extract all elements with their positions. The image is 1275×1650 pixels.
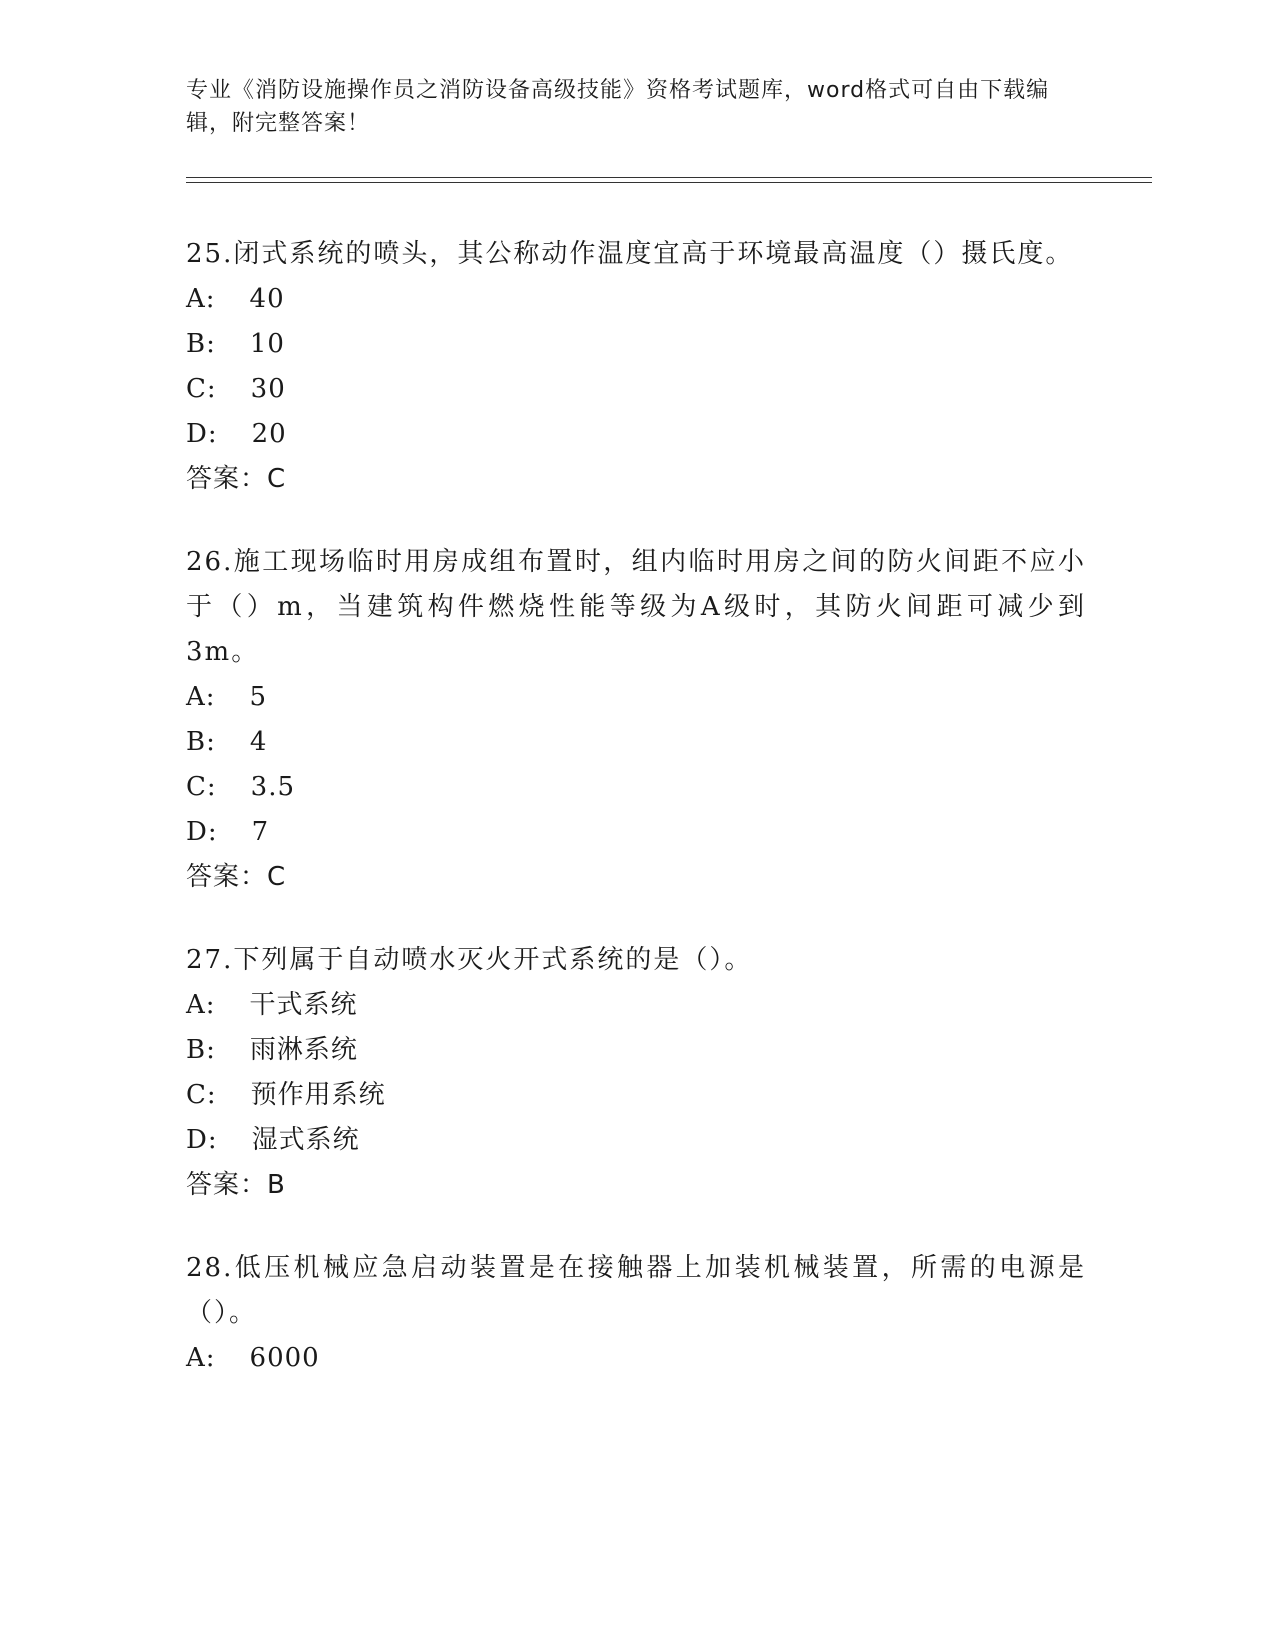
- option-text: 7: [251, 817, 270, 847]
- option-text: 10: [249, 329, 285, 359]
- option-text: 20: [251, 419, 287, 449]
- header-rule-top: [186, 177, 1152, 178]
- option-letter: A:: [186, 1343, 216, 1373]
- option-a: [186, 675, 1086, 720]
- option-text: 6000: [249, 1343, 320, 1373]
- option-c: [186, 1073, 1086, 1118]
- option-letter: B:: [186, 329, 216, 359]
- option-a: [186, 983, 1086, 1028]
- question-27: [186, 938, 1086, 1208]
- answer-line: 答案：C: [186, 862, 287, 892]
- option-letter: D:: [186, 1125, 218, 1155]
- option-letter: D:: [186, 817, 218, 847]
- option-a: [186, 277, 1086, 322]
- question-25: [186, 232, 1086, 502]
- option-a: [186, 1336, 1086, 1381]
- question-list: [186, 232, 1086, 1419]
- option-d: [186, 1118, 1086, 1163]
- option-b: [186, 322, 1086, 367]
- answer-line: 答案：C: [186, 464, 287, 494]
- option-c: [186, 367, 1086, 412]
- question-26: [186, 540, 1086, 900]
- option-letter: A:: [186, 284, 216, 314]
- option-text: 湿式系统: [251, 1125, 360, 1155]
- option-letter: C:: [186, 374, 217, 404]
- option-letter: C:: [186, 772, 217, 802]
- option-letter: A:: [186, 990, 216, 1020]
- option-text: 雨淋系统: [249, 1035, 358, 1065]
- option-text: 预作用系统: [250, 1080, 386, 1110]
- option-letter: B:: [186, 727, 216, 757]
- question-stem: 26.施工现场临时用房成组布置时，组内临时用房之间的防火间距不应小于（）m，当建筑构件燃烧性能等级为A级时，其防火间距可减少到3m。: [186, 547, 1086, 667]
- question-28: [186, 1246, 1086, 1381]
- document-header: 专业《消防设施操作员之消防设备高级技能》资格考试题库，word格式可自由下载编辑，附完整答案！: [186, 78, 1050, 136]
- option-letter: A:: [186, 682, 216, 712]
- option-letter: C:: [186, 1080, 217, 1110]
- question-stem: 28.低压机械应急启动装置是在接触器上加装机械装置，所需的电源是（）。: [186, 1253, 1086, 1328]
- header-rule-bottom: [186, 182, 1152, 183]
- option-letter: B:: [186, 1035, 216, 1065]
- option-d: [186, 412, 1086, 457]
- option-text: 4: [249, 727, 268, 757]
- option-text: 5: [249, 682, 268, 712]
- answer-line: 答案：B: [186, 1170, 286, 1200]
- option-text: 30: [250, 374, 286, 404]
- option-text: 3.5: [250, 772, 296, 802]
- option-letter: D:: [186, 419, 218, 449]
- option-b: [186, 720, 1086, 765]
- option-c: [186, 765, 1086, 810]
- option-text: 40: [249, 284, 285, 314]
- question-stem: 25.闭式系统的喷头，其公称动作温度宜高于环境最高温度（）摄氏度。: [186, 239, 1074, 269]
- option-b: [186, 1028, 1086, 1073]
- option-text: 干式系统: [249, 990, 358, 1020]
- option-d: [186, 810, 1086, 855]
- question-stem: 27.下列属于自动喷水灭火开式系统的是（）。: [186, 945, 753, 975]
